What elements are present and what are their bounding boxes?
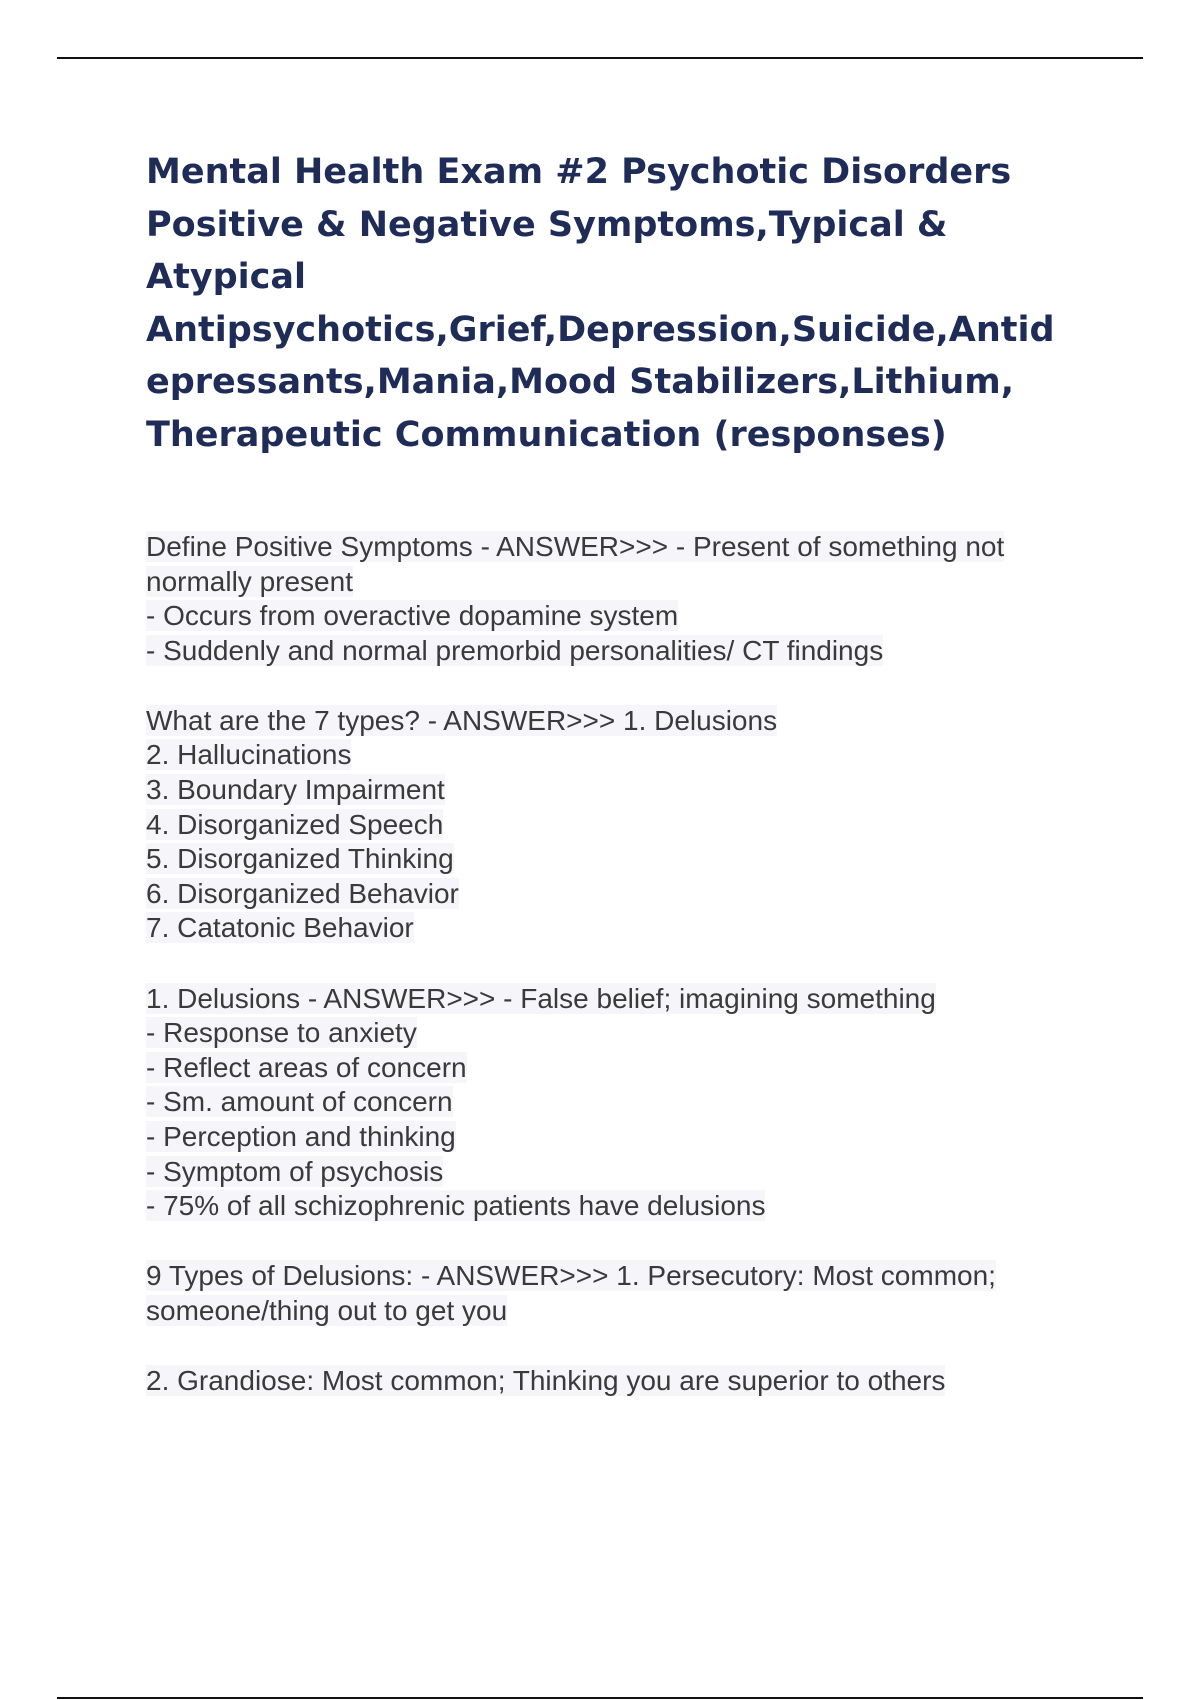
card-line: 2. Hallucinations <box>146 739 352 771</box>
card-spacer <box>146 1328 1106 1364</box>
card-line: 4. Disorganized Speech <box>146 808 444 840</box>
card-spacer <box>146 946 1106 982</box>
flashcard-grandiose <box>146 1364 1106 1399</box>
top-rule <box>57 57 1143 59</box>
flashcard-list <box>146 530 1106 1398</box>
card-line: 3. Boundary Impairment <box>146 774 445 806</box>
card-line: normally present <box>146 565 353 597</box>
title-line: Atypical <box>146 257 307 297</box>
card-line: - Perception and thinking <box>146 1120 456 1152</box>
card-line: 1. Delusions - ANSWER>>> - False belief; imagining something <box>146 982 936 1014</box>
card-line: - Symptom of psychosis <box>146 1155 444 1187</box>
card-line: What are the 7 types? - ANSWER>>> 1. Delusions <box>146 704 778 736</box>
title-line: epressants,Mania,Mood Stabilizers,Lithium, <box>146 362 1015 402</box>
card-spacer <box>146 1224 1106 1260</box>
document-title <box>146 146 1106 461</box>
flashcard-delusion-types <box>146 1259 1106 1328</box>
flashcard-delusions <box>146 982 1106 1224</box>
card-line: - 75% of all schizophrenic patients have delusions <box>146 1190 766 1222</box>
flashcard-positive-symptoms <box>146 530 1106 668</box>
card-line: 2. Grandiose: Most common; Thinking you are superior to others <box>146 1364 946 1396</box>
flashcard-seven-types <box>146 704 1106 946</box>
card-line: - Suddenly and normal premorbid personalities/ CT findings <box>146 634 884 666</box>
title-line: Mental Health Exam #2 Psychotic Disorders <box>146 152 1012 192</box>
card-line: - Response to anxiety <box>146 1017 417 1049</box>
card-line: 9 Types of Delusions: - ANSWER>>> 1. Persecutory: Most common; <box>146 1260 996 1292</box>
title-line: Antipsychotics,Grief,Depression,Suicide,Antid <box>146 309 1055 350</box>
card-line: Define Positive Symptoms - ANSWER>>> - Present of something not <box>146 531 1005 562</box>
card-line: 6. Disorganized Behavior <box>146 877 459 909</box>
card-line: 5. Disorganized Thinking <box>146 843 454 875</box>
card-spacer <box>146 668 1106 704</box>
card-line: - Reflect areas of concern <box>146 1051 467 1083</box>
card-line: - Sm. amount of concern <box>146 1086 453 1118</box>
card-line: 7. Catatonic Behavior <box>146 912 414 944</box>
title-line: Positive & Negative Symptoms,Typical & <box>146 204 948 245</box>
bottom-rule <box>57 1697 1143 1699</box>
card-line: someone/thing out to get you <box>146 1294 508 1326</box>
title-line: Therapeutic Communication (responses) <box>146 414 947 455</box>
card-line: - Occurs from overactive dopamine system <box>146 600 679 632</box>
